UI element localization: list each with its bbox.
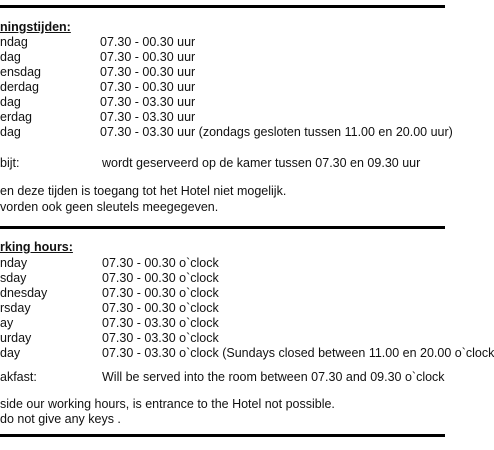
dutch-breakfast-value: wordt geserveerd op de kamer tussen 07.30 en 09.30 uur [102, 156, 421, 170]
middle-divider [0, 226, 445, 229]
dutch-day-time: 07.30 - 03.30 uur [100, 95, 196, 109]
english-note-access: side our working hours, is entrance to the Hotel not possible. [0, 397, 335, 411]
dutch-day-label: dag [0, 50, 21, 64]
english-day-time: 07.30 - 03.30 o`clock (Sundays closed between 11.00 en 20.00 o`clock [102, 346, 494, 360]
english-day-time: 07.30 - 00.30 o`clock [102, 271, 219, 285]
dutch-day-time: 07.30 - 00.30 uur [100, 50, 196, 64]
english-note-keys: do not give any keys . [0, 412, 121, 426]
dutch-note-keys: vorden ook geen sleutels meegegeven. [0, 200, 219, 214]
top-divider [0, 5, 445, 8]
dutch-day-label: erdag [0, 110, 32, 124]
dutch-day-label: ensdag [0, 65, 42, 79]
english-day-label: rsday [0, 301, 31, 315]
dutch-day-label: dag [0, 125, 21, 139]
english-day-label: urday [0, 331, 32, 345]
dutch-note-access: en deze tijden is toegang tot het Hotel niet mogelijk. [0, 184, 287, 198]
english-day-time: 07.30 - 00.30 o`clock [102, 301, 219, 315]
english-day-time: 07.30 - 00.30 o`clock [102, 286, 219, 300]
english-day-label: sday [0, 271, 27, 285]
dutch-heading: ningstijden: [0, 20, 71, 34]
dutch-day-time: 07.30 - 00.30 uur [100, 65, 196, 79]
dutch-breakfast-label: bijt: [0, 156, 20, 170]
dutch-day-time: 07.30 - 00.30 uur [100, 80, 196, 94]
english-day-time: 07.30 - 03.30 o`clock [102, 316, 219, 330]
english-heading: rking hours: [0, 240, 73, 254]
english-day-time: 07.30 - 03.30 o`clock [102, 331, 219, 345]
english-breakfast-label: akfast: [0, 370, 37, 384]
bottom-divider [0, 434, 445, 437]
dutch-day-label: dag [0, 95, 21, 109]
english-day-label: nday [0, 256, 28, 270]
dutch-day-label: derdag [0, 80, 39, 94]
dutch-day-label: ndag [0, 35, 28, 49]
english-day-label: ay [0, 316, 14, 330]
dutch-day-time: 07.30 - 03.30 uur [100, 110, 196, 124]
dutch-day-time: 07.30 - 00.30 uur [100, 35, 196, 49]
english-day-label: day [0, 346, 21, 360]
english-breakfast-value: Will be served into the room between 07.30 and 09.30 o`clock [102, 370, 445, 384]
english-day-time: 07.30 - 00.30 o`clock [102, 256, 219, 270]
dutch-day-time: 07.30 - 03.30 uur (zondags gesloten tussen 11.00 en 20.00 uur) [100, 125, 453, 139]
english-day-label: dnesday [0, 286, 48, 300]
